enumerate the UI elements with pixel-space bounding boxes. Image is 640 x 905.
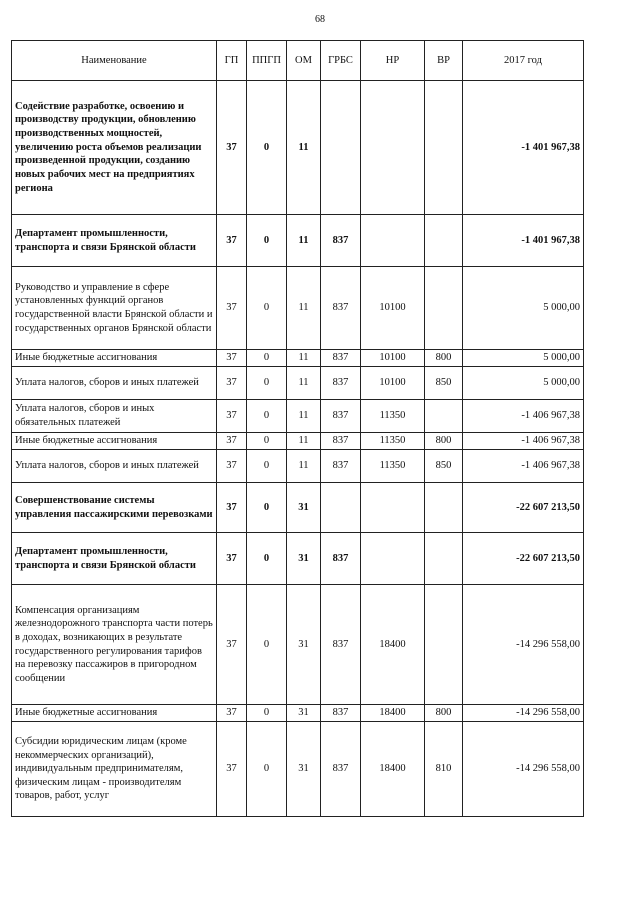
row-gp: 37 (217, 215, 247, 267)
row-grbs: 837 (321, 350, 361, 367)
row-grbs: 837 (321, 450, 361, 483)
row-vr (425, 585, 463, 705)
row-nr (361, 533, 425, 585)
row-amount: -1 401 967,38 (463, 215, 584, 267)
row-nr: 10100 (361, 367, 425, 400)
row-om: 31 (287, 585, 321, 705)
row-vr: 850 (425, 367, 463, 400)
row-gp: 37 (217, 400, 247, 433)
row-om: 11 (287, 400, 321, 433)
table-row (12, 450, 584, 483)
row-nr (361, 483, 425, 533)
row-ppgp: 0 (247, 483, 287, 533)
row-name: Уплата налогов, сборов и иных обязательных платежей (12, 400, 217, 433)
header-gp: ГП (217, 41, 247, 81)
row-vr (425, 81, 463, 215)
row-gp: 37 (217, 267, 247, 350)
row-ppgp: 0 (247, 585, 287, 705)
row-amount: -1 406 967,38 (463, 450, 584, 483)
row-vr (425, 267, 463, 350)
row-grbs: 837 (321, 705, 361, 722)
row-vr: 800 (425, 433, 463, 450)
row-gp: 37 (217, 350, 247, 367)
row-gp: 37 (217, 722, 247, 817)
row-name: Руководство и управление в сфере установленных функций органов государственной власти Брянской области и государственных органов Брянской области (12, 267, 217, 350)
row-ppgp: 0 (247, 400, 287, 433)
row-name: Содействие разработке, освоению и производству продукции, обновлению производственных мощностей, увеличению роста объемов реализации произведенной продукции, созданию новых рабочих мест на предприятиях региона (12, 81, 217, 215)
row-grbs: 837 (321, 533, 361, 585)
row-om: 11 (287, 450, 321, 483)
table-row (12, 533, 584, 585)
row-grbs: 837 (321, 367, 361, 400)
row-gp: 37 (217, 433, 247, 450)
table-row (12, 81, 584, 215)
row-om: 11 (287, 267, 321, 350)
table-header-row (12, 41, 584, 81)
row-amount: -14 296 558,00 (463, 585, 584, 705)
table-row (12, 367, 584, 400)
row-gp: 37 (217, 81, 247, 215)
row-vr (425, 400, 463, 433)
row-amount: -1 406 967,38 (463, 433, 584, 450)
row-amount: 5 000,00 (463, 367, 584, 400)
row-name: Департамент промышленности, транспорта и связи Брянской области (12, 215, 217, 267)
row-om: 11 (287, 350, 321, 367)
row-grbs: 837 (321, 267, 361, 350)
row-om: 31 (287, 722, 321, 817)
row-name: Иные бюджетные ассигнования (12, 350, 217, 367)
header-om: ОМ (287, 41, 321, 81)
row-om: 31 (287, 483, 321, 533)
row-ppgp: 0 (247, 450, 287, 483)
row-gp: 37 (217, 585, 247, 705)
row-ppgp: 0 (247, 705, 287, 722)
row-vr: 800 (425, 350, 463, 367)
row-nr: 10100 (361, 350, 425, 367)
row-ppgp: 0 (247, 215, 287, 267)
row-nr (361, 81, 425, 215)
row-amount: 5 000,00 (463, 267, 584, 350)
row-grbs (321, 483, 361, 533)
row-nr: 18400 (361, 585, 425, 705)
table-row (12, 585, 584, 705)
row-om: 31 (287, 533, 321, 585)
budget-table (11, 40, 584, 817)
row-gp: 37 (217, 483, 247, 533)
table-row (12, 483, 584, 533)
row-grbs: 837 (321, 400, 361, 433)
row-grbs: 837 (321, 722, 361, 817)
row-amount: -14 296 558,00 (463, 705, 584, 722)
row-nr: 11350 (361, 450, 425, 483)
row-grbs: 837 (321, 215, 361, 267)
page-number: 68 (315, 14, 325, 25)
row-om: 11 (287, 433, 321, 450)
row-grbs: 837 (321, 585, 361, 705)
row-name: Уплата налогов, сборов и иных платежей (12, 367, 217, 400)
row-name: Компенсация организациям железнодорожного транспорта части потерь в доходах, возникающих в результате государственного регулирования тарифов на перевозку пассажиров в пригородном сообщении (12, 585, 217, 705)
row-amount: -14 296 558,00 (463, 722, 584, 817)
row-ppgp: 0 (247, 533, 287, 585)
header-name: Наименование (12, 41, 217, 81)
row-amount: -22 607 213,50 (463, 483, 584, 533)
row-name: Совершенствование системы управления пассажирскими перевозками (12, 483, 217, 533)
row-gp: 37 (217, 705, 247, 722)
table-row (12, 705, 584, 722)
row-gp: 37 (217, 533, 247, 585)
row-amount: -22 607 213,50 (463, 533, 584, 585)
row-amount: 5 000,00 (463, 350, 584, 367)
header-vr: ВР (425, 41, 463, 81)
row-om: 31 (287, 705, 321, 722)
table-row (12, 267, 584, 350)
row-om: 11 (287, 367, 321, 400)
table-row (12, 400, 584, 433)
row-ppgp: 0 (247, 722, 287, 817)
row-name: Уплата налогов, сборов и иных платежей (12, 450, 217, 483)
row-om: 11 (287, 81, 321, 215)
row-amount: -1 406 967,38 (463, 400, 584, 433)
row-name: Иные бюджетные ассигнования (12, 433, 217, 450)
row-vr (425, 533, 463, 585)
row-vr (425, 215, 463, 267)
row-grbs: 837 (321, 433, 361, 450)
row-grbs (321, 81, 361, 215)
row-ppgp: 0 (247, 267, 287, 350)
row-gp: 37 (217, 450, 247, 483)
row-ppgp: 0 (247, 367, 287, 400)
row-nr: 11350 (361, 433, 425, 450)
header-nr: НР (361, 41, 425, 81)
row-ppgp: 0 (247, 433, 287, 450)
row-name: Иные бюджетные ассигнования (12, 705, 217, 722)
header-ppgp: ППГП (247, 41, 287, 81)
row-gp: 37 (217, 367, 247, 400)
row-vr: 850 (425, 450, 463, 483)
row-vr (425, 483, 463, 533)
row-amount: -1 401 967,38 (463, 81, 584, 215)
row-name: Департамент промышленности, транспорта и связи Брянской области (12, 533, 217, 585)
row-om: 11 (287, 215, 321, 267)
row-vr: 800 (425, 705, 463, 722)
row-name: Субсидии юридическим лицам (кроме некоммерческих организаций), индивидуальным предпринимателям, физическим лицам - производителям товаров, работ, услуг (12, 722, 217, 817)
row-nr: 18400 (361, 722, 425, 817)
row-vr: 810 (425, 722, 463, 817)
row-nr: 18400 (361, 705, 425, 722)
row-nr: 11350 (361, 400, 425, 433)
row-nr (361, 215, 425, 267)
row-ppgp: 0 (247, 350, 287, 367)
row-nr: 10100 (361, 267, 425, 350)
header-year: 2017 год (463, 41, 584, 81)
table-row (12, 350, 584, 367)
header-grbs: ГРБС (321, 41, 361, 81)
table-row (12, 433, 584, 450)
table-row (12, 215, 584, 267)
row-ppgp: 0 (247, 81, 287, 215)
table-row (12, 722, 584, 817)
